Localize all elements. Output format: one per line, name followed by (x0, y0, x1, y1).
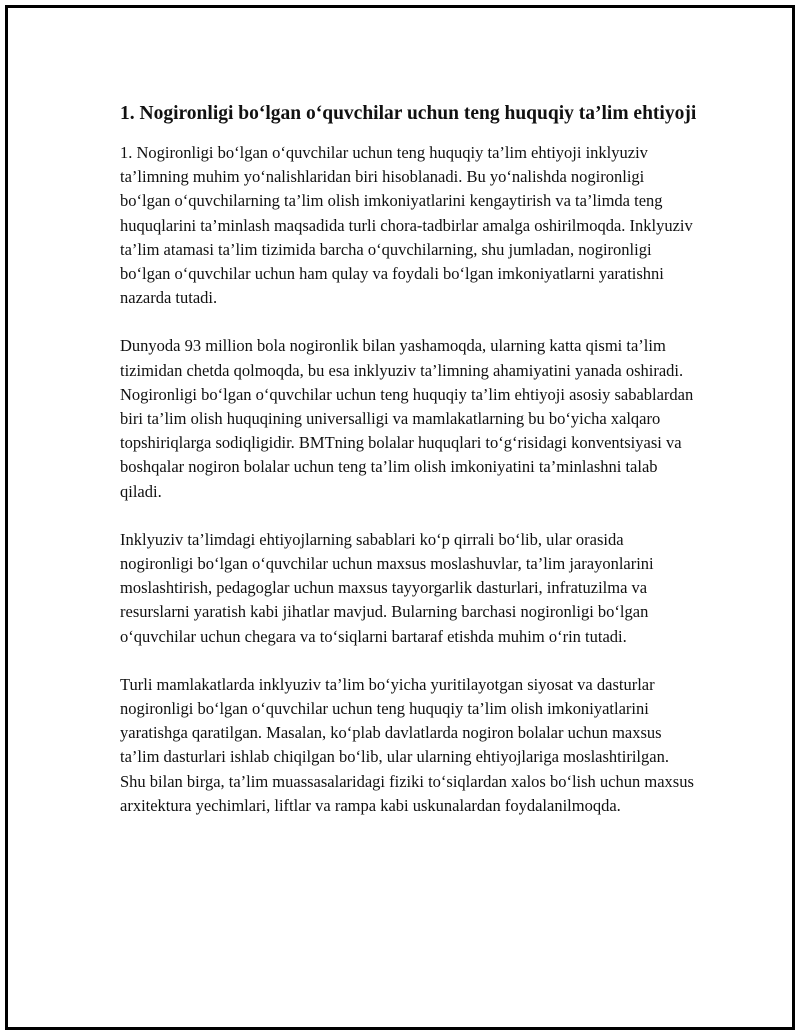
paragraph-1: 1. Nogironligi bo‘lgan o‘quvchilar uchun teng huquqiy ta’lim ehtiyoji inklyuziv ta’limning muhim yo‘nalishlaridan biri hisoblanadi. Bu yo‘nalishda nogironligi bo‘lgan o‘quvchilarning ta’lim olish imkoniyatlarini kengaytirish va ta’limda teng huquqlarini ta’minlash maqsadida turli chora-tadbirlar amalga oshirilmoqda. Inklyuziv ta’lim atamasi ta’lim tizimida barcha o‘quvchilarning, shu jumladan, nogironligi bo‘lgan o‘quvchilar uchun ham qulay va foydali bo‘lgan imkoniyatlarni yaratishni nazarda tutadi. (120, 143, 693, 308)
page-border (5, 5, 795, 1030)
document-body (120, 100, 698, 842)
document-title: 1. Nogironligi bo‘lgan o‘quvchilar uchun teng huquqiy ta’lim ehtiyoji (120, 103, 697, 124)
paragraph-3: Inklyuziv ta’limdagi ehtiyojlarning sabablari ko‘p qirrali bo‘lib, ular orasida nogironligi bo‘lgan o‘quvchilar uchun maxsus moslashuvlar, ta’lim jarayonlarini moslashtirish, pedagoglar uchun maxsus tayyorgarlik dasturlari, infratuzilma va resurslarni yaratish kabi jihatlar mavjud. Bularning barchasi nogironligi bo‘lgan o‘quvchilar uchun chegara va to‘siqlarni bartaraf etishda muhim o‘rin tutadi. (120, 529, 654, 646)
paragraph-4: Turli mamlakatlarda inklyuziv ta’lim bo‘yicha yuritilayotgan siyosat va dasturlar nogironligi bo‘lgan o‘quvchilar uchun teng huquqiy ta’lim olish imkoniyatlarini yaratishga qaratilgan. Masalan, ko‘plab davlatlarda nogiron bolalar uchun maxsus ta’lim dasturlari ishlab chiqilgan bo‘lib, ular ularning ehtiyojlariga moslashtirilgan. Shu bilan birga, ta’lim muassasalaridagi fiziki to‘siqlardan xalos bo‘lish uchun maxsus arxitektura yechimlari, liftlar va rampa kabi uskunalardan foydalanilmoqda. (120, 674, 694, 815)
paragraph-2: Dunyoda 93 million bola nogironlik bilan yashamoqda, ularning katta qismi ta’lim tizimidan chetda qolmoqda, bu esa inklyuziv ta’limning ahamiyatini yanada oshiradi. Nogironligi bo‘lgan o‘quvchilar uchun teng huquqiy ta’lim ehtiyoji asosiy sabablardan biri ta’lim olish huquqining universalligi va mamlakatlarning bu bo‘yicha xalqaro topshiriqlarga sodiqligidir. BMTning bolalar huquqlari to‘g‘risidagi konventsiyasi va boshqalar nogiron bolalar uchun teng ta’lim olish imkoniyatini ta’minlashni talab qiladi. (120, 336, 694, 501)
